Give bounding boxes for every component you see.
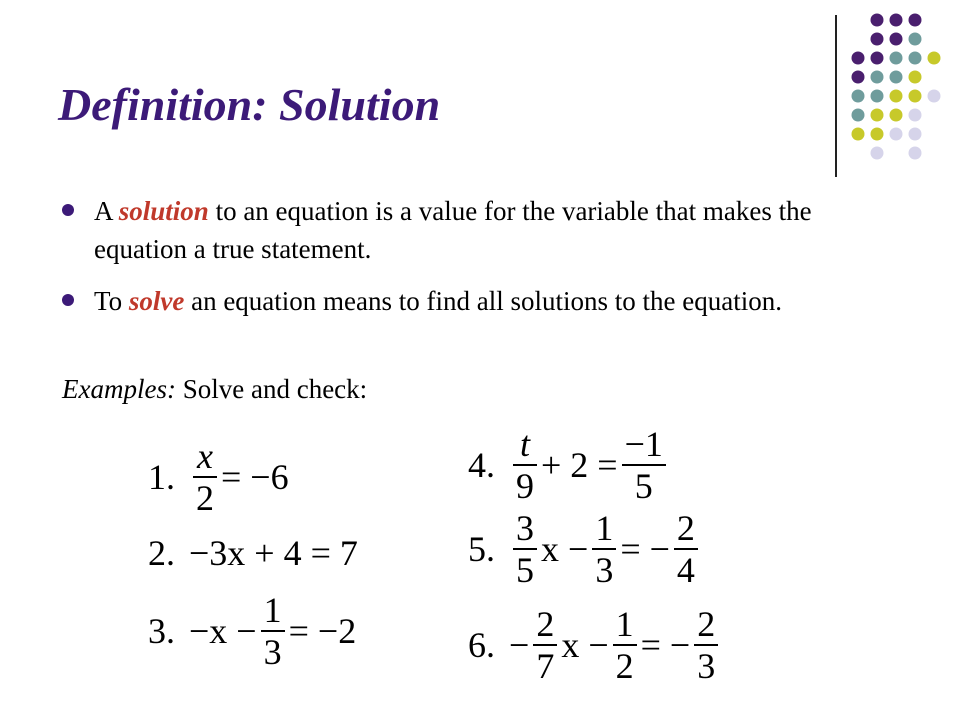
decorative-dot	[871, 90, 884, 103]
equation-3: 3. −x − $\frac{1}{3}$ = −2	[148, 590, 357, 672]
decorative-dot	[871, 128, 884, 141]
examples-heading: Examples: Solve and check:	[62, 374, 368, 404]
decorative-dot	[928, 90, 941, 103]
decorative-dot	[852, 128, 865, 141]
decorative-dot	[909, 90, 922, 103]
decorative-dot	[909, 52, 922, 65]
decorative-dot	[909, 71, 922, 84]
decorative-dot	[871, 147, 884, 160]
decorative-dot	[890, 128, 903, 141]
decorative-dot	[852, 109, 865, 122]
decorative-dot	[852, 52, 865, 65]
slide-title: Definition: Solution	[58, 79, 441, 130]
equation-6: 6. − $\frac{2}{7}$ x − $\frac{1}{2}$ = − $\frac{2}{3}$	[468, 604, 722, 686]
highlight-solution: solution	[118, 196, 209, 226]
decorative-dot	[909, 147, 922, 160]
equation-5: 5. $\frac{3}{5}$ x − $\frac{1}{3}$ = − $\frac{2}{4}$	[468, 508, 702, 590]
decorative-dot	[871, 71, 884, 84]
equation-2: 2. −3x + 4 = 7	[148, 533, 358, 573]
decorative-dot	[928, 52, 941, 65]
decorative-dot	[909, 14, 922, 27]
decorative-dot	[890, 14, 903, 27]
decorative-vertical-line	[835, 15, 837, 177]
decorative-dot	[871, 52, 884, 65]
dot-grid-shapes	[852, 14, 941, 160]
decorative-dot	[909, 128, 922, 141]
decorative-dot	[909, 33, 922, 46]
decorative-dot	[890, 90, 903, 103]
decorative-dot	[890, 52, 903, 65]
decorative-dot	[871, 109, 884, 122]
bullet-solution-definition: A solution to an equation is a value for the variable that makes the equation a true statement.	[62, 192, 874, 268]
decorative-dot	[890, 109, 903, 122]
highlight-solve: solve	[128, 286, 185, 316]
equation-1: 1. $\frac{x}{2}$ = −6	[148, 436, 289, 518]
decorative-dot	[852, 90, 865, 103]
bullet-dot-icon	[62, 294, 74, 306]
equation-4: 4. $\frac{t}{9}$ + 2 = $\frac{-1}{5}$	[468, 424, 670, 506]
decorative-dot	[909, 109, 922, 122]
bullet-dot-icon	[62, 204, 74, 216]
decorative-dot	[890, 71, 903, 84]
decorative-dot	[871, 33, 884, 46]
decorative-dot	[871, 14, 884, 27]
decorative-dot	[890, 33, 903, 46]
decorative-dot	[852, 71, 865, 84]
bullet-solve-definition: To solve an equation means to find all solutions to the equation.	[62, 282, 874, 320]
